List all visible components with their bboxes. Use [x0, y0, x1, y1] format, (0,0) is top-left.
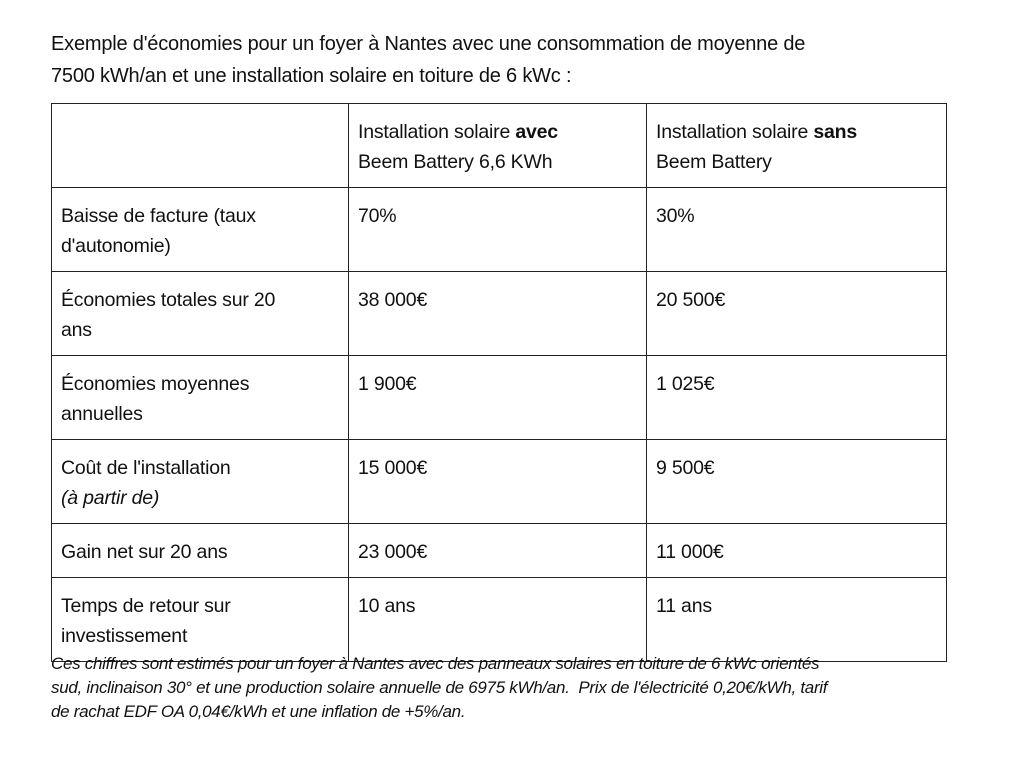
row-label [52, 188, 349, 272]
value-with-battery: 23 000€ [349, 524, 647, 578]
row-label-line-2: annuelles [61, 403, 143, 425]
row-label-line-1: Baisse de facture (taux [61, 205, 256, 227]
table-row [52, 524, 947, 578]
row-label-line-2: ans [61, 319, 92, 341]
row-label [52, 272, 349, 356]
header-without-battery-prefix: Installation solaire [656, 121, 814, 143]
header-without-battery [647, 104, 947, 188]
footnote-line-3: de rachat EDF OA 0,04€/kWh et une inflation de +5%/an. [51, 702, 466, 721]
row-label-line-1: Économies totales sur 20 [61, 289, 276, 311]
table-row [52, 440, 947, 524]
table-header-row [52, 104, 947, 188]
savings-comparison-table [51, 103, 947, 662]
value-without-battery: 11 000€ [647, 524, 947, 578]
header-without-battery-bold: sans [813, 121, 857, 143]
value-with-battery: 70% [349, 188, 647, 272]
table-row [52, 578, 947, 662]
intro-paragraph [51, 28, 951, 92]
value-without-battery: 30% [647, 188, 947, 272]
value-with-battery: 10 ans [349, 578, 647, 662]
header-with-battery-prefix: Installation solaire [358, 121, 516, 143]
row-label-line-1: Gain net sur 20 ans [61, 541, 228, 563]
header-empty-cell [52, 104, 349, 188]
header-with-battery-bold: avec [515, 121, 558, 143]
value-without-battery: 9 500€ [647, 440, 947, 524]
row-label-line-2: d'autonomie) [61, 235, 171, 257]
table-row [52, 272, 947, 356]
header-without-battery-line2: Beem Battery [656, 151, 772, 173]
value-with-battery: 1 900€ [349, 356, 647, 440]
row-label [52, 524, 349, 578]
header-with-battery [349, 104, 647, 188]
row-label [52, 440, 349, 524]
footnote [51, 652, 951, 724]
value-with-battery: 38 000€ [349, 272, 647, 356]
intro-line-2: 7500 kWh/an et une installation solaire en toiture de 6 kWc : [51, 65, 572, 87]
value-without-battery: 1 025€ [647, 356, 947, 440]
header-with-battery-line2: Beem Battery 6,6 KWh [358, 151, 553, 173]
table-row [52, 188, 947, 272]
table-row [52, 356, 947, 440]
value-with-battery: 15 000€ [349, 440, 647, 524]
value-without-battery: 20 500€ [647, 272, 947, 356]
row-label-line-2-italic: (à partir de) [61, 487, 160, 509]
row-label [52, 578, 349, 662]
row-label-line-2: investissement [61, 625, 188, 647]
row-label-line-1: Coût de l'installation [61, 457, 231, 479]
row-label [52, 356, 349, 440]
value-without-battery: 11 ans [647, 578, 947, 662]
intro-line-1: Exemple d'économies pour un foyer à Nantes avec une consommation de moyenne de [51, 33, 806, 55]
row-label-line-1: Temps de retour sur [61, 595, 231, 617]
footnote-line-2: sud, inclinaison 30° et une production solaire annuelle de 6975 kWh/an. Prix de l'électricité 0,20€/kWh, tarif [51, 678, 828, 697]
footnote-line-1: Ces chiffres sont estimés pour un foyer à Nantes avec des panneaux solaires en toiture de 6 kWc orientés [51, 654, 820, 673]
row-label-line-1: Économies moyennes [61, 373, 250, 395]
